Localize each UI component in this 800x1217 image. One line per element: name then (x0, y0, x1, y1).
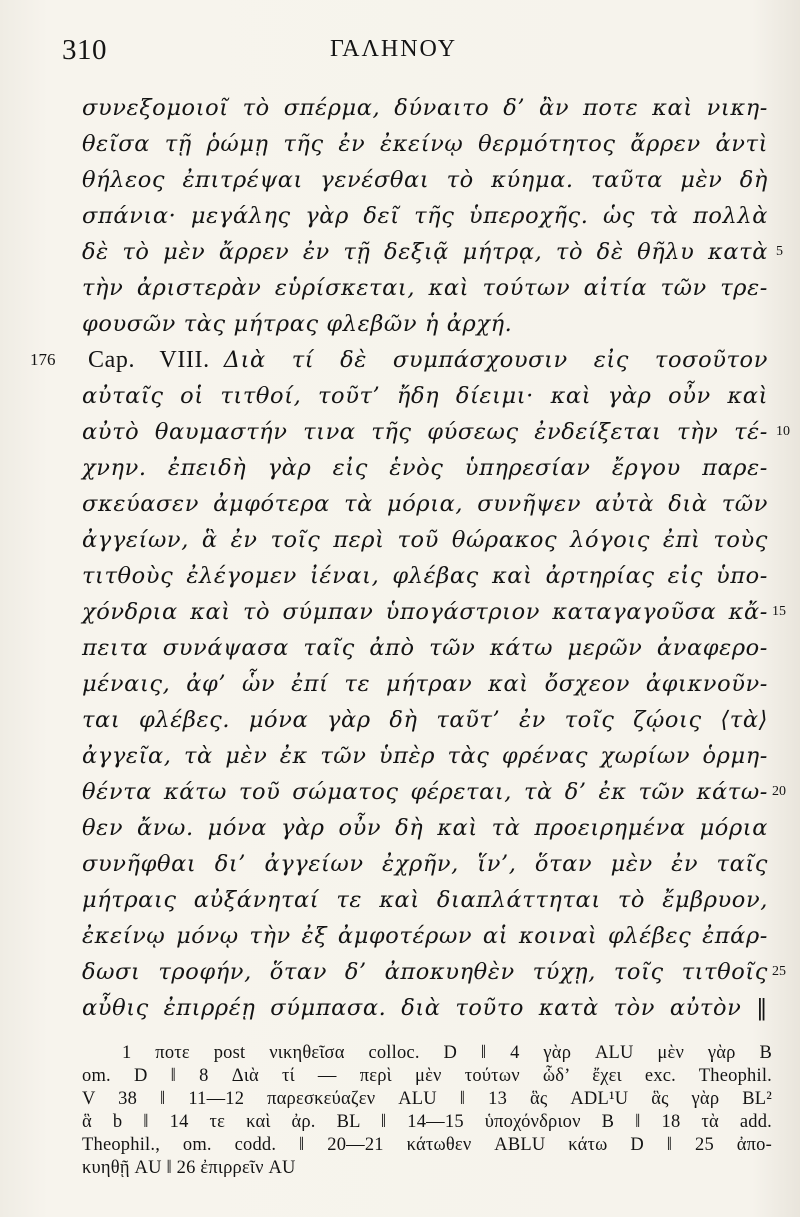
line-number: 20 (772, 784, 786, 799)
text-line: σκεύασεν ἀμφότερα τὰ μόρια, συνῆψεν αὐτὰ διὰ τῶν (82, 491, 768, 517)
text-line: χόνδρια καὶ τὸ σύμπαν ὑπογάστριον καταγαγοῦσα κἄ- (82, 599, 768, 625)
text-line: Διὰ τί δὲ συμπάσχουσιν εἰς τοσοῦτον (223, 347, 768, 373)
line-number: 15 (772, 604, 786, 619)
text-line: ται φλέβες. μόνα γὰρ δὴ ταῦτ’ ἐν τοῖς ζῴοις ⟨τὰ⟩ (82, 707, 768, 733)
text-line: χνην. ἐπειδὴ γὰρ εἰς ἑνὸς ὑπηρεσίαν ἔργου παρε- (82, 455, 768, 481)
text-line: τιτθοὺς ἐλέγομεν ἰέναι, φλέβας καὶ ἀρτηρίας εἰς ὑπο- (82, 563, 768, 589)
text-line: τὴν ἀριστερὰν εὑρίσκεται, καὶ τούτων αἰτία τῶν τρε- (82, 275, 768, 301)
footnote-line: κυηθῇ AU ‖ 26 ἐπιρρεῖν AU (82, 1158, 296, 1178)
text-line: συνῆφθαι δι’ ἀγγείων ἐχρῆν, ἵν’, ὅταν μὲν ἐν ταῖς (82, 851, 768, 877)
footnote-line: 1 ποτε post νικηθεῖσα colloc. D ‖ 4 γὰρ ALU μὲν γὰρ B (122, 1043, 772, 1063)
text-line: μέναις, ἀφ’ ὧν ἐπί τε μήτραν καὶ ὄσχεον ἀφικνοῦν- (82, 671, 768, 697)
footnote-line: V 38 ‖ 11—12 παρεσκεύαζεν ALU ‖ 13 ἃς ADL¹U ἃς γὰρ BL² (82, 1089, 772, 1109)
text-line: ἐκείνῳ μόνῳ τὴν ἐξ ἀμφοτέρων αἱ κοιναὶ φλέβες ἐπάρ- (82, 923, 768, 949)
text-line: αὐτὸ θαυμαστήν τινα τῆς φύσεως ἐνδείξεται τὴν τέ- (82, 419, 768, 445)
text-line: ἀγγεῖα, τὰ μὲν ἐκ τῶν ὑπὲρ τὰς φρένας χωρίων ὁρμη- (82, 743, 768, 769)
line-number: 5 (776, 244, 783, 259)
text-line: θεῖσα τῇ ῥώμῃ τῆς ἐν ἐκείνῳ θερμότητος ἄρρεν ἀντὶ (82, 131, 768, 157)
text-line: θεν ἄνω. μόνα γὰρ οὖν δὴ καὶ τὰ προειρημένα μόρια (82, 815, 768, 841)
text-line: πειτα συνάψασα ταῖς ἀπὸ τῶν κάτω μερῶν ἀναφερο- (82, 635, 768, 661)
section-number: 176 (30, 350, 56, 369)
text-line: θήλεος ἐπιτρέψαι γενέσθαι τὸ κύημα. ταῦτα μὲν δὴ (82, 167, 768, 193)
chapter-line (82, 342, 768, 378)
page-number: 310 (62, 34, 107, 66)
running-title: ΓΑΛΗΝΟΥ (330, 36, 458, 62)
text-line: αὖθις ἐπιρρέῃ σύμπασα. διὰ τοῦτο κατὰ τὸν αὐτὸν ‖ (82, 995, 768, 1021)
text-line: αὐταῖς οἱ τιτθοί, τοῦτ’ ἤδη δίειμι· καὶ γὰρ οὖν καὶ (82, 383, 768, 409)
text-line: σπάνια· μεγάλης γὰρ δεῖ τῆς ὑπεροχῆς. ὡς τὰ πολλὰ (82, 203, 768, 229)
line-number: 25 (772, 964, 786, 979)
footnote-line: Theophil., om. codd. ‖ 20—21 κάτωθεν ABLU κάτω D ‖ 25 ἀπο- (82, 1135, 772, 1155)
footnote-line: om. D ‖ 8 Διὰ τί — περὶ μὲν τούτων ὧδ’ ἔχει exc. Theophil. (82, 1066, 772, 1086)
line-number: 10 (776, 424, 790, 439)
text-line: συνεξομοιοῖ τὸ σπέρμα, δύναιτο δ’ ἂν ποτε καὶ νικη- (82, 95, 768, 121)
text-line: θέντα κάτω τοῦ σώματος φέρεται, τὰ δ’ ἐκ τῶν κάτω- (82, 779, 768, 805)
footnote-line: ἃ b ‖ 14 τε καὶ ἀρ. BL ‖ 14—15 ὑποχόνδριον B ‖ 18 τὰ add. (82, 1112, 772, 1132)
text-line: δὲ τὸ μὲν ἄρρεν ἐν τῇ δεξιᾷ μήτρᾳ, τὸ δὲ θῆλυ κατὰ (82, 239, 768, 265)
text-line: φουσῶν τὰς μήτρας φλεβῶν ἡ ἀρχή. (82, 311, 513, 337)
text-line: ἀγγείων, ἃ ἐν τοῖς περὶ τοῦ θώρακος λόγοις ἐπὶ τοὺς (82, 527, 768, 553)
text-line: δωσι τροφήν, ὅταν δ’ ἀποκυηθὲν τύχῃ, τοῖς τιτθοῖς (82, 959, 768, 985)
page-header (0, 30, 800, 74)
text-line: μήτραις αὐξάνηταί τε καὶ διαπλάττηται τὸ ἔμβρυον, (82, 887, 768, 913)
chapter-label: Cap. VIII. (88, 347, 210, 373)
